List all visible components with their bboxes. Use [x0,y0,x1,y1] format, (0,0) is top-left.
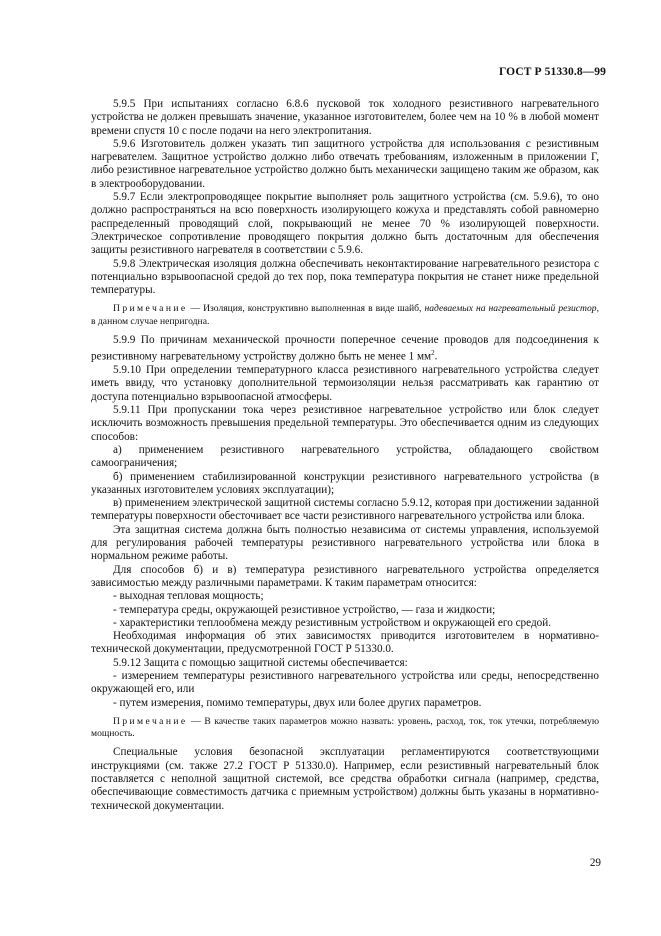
note-text-a: — Изоляция, конструктивно выполненная в виде шайб, [187,303,425,315]
document-body [91,98,599,813]
note-text-italic: надеваемых на нагревательный резистор [424,303,597,315]
paragraph-5-9-7: 5.9.7 Если электропроводящее покрытие выполняет роль защитного устройства (см. 5.9.6), то оно должно распространяться на всю поверхность изолирующего кожуха и представлять собой равномерно распределенный проводящий слой, покрывающий не менее 70 % изолирующей поверхности. Электрическое сопротивление проводящего покрытия должно быть достаточным для обеспечения защиты резистивного нагревателя в соответствии с 5.9.6. [91,191,599,257]
paragraph-5-9-5: 5.9.5 При испытаниях согласно 6.8.6 пусковой ток холодного резистивного нагревательного устройства не должен превышать значение, указанное изготовителем, более чем на 10 % в любой момент времени спустя 10 с после подачи на него электропитания. [91,98,599,137]
special-conditions-text: Специальные условия безопасной эксплуатации регламентируются соответствующими инструкциями (см. также 27.2 ГОСТ Р 51330.0). Например, если резистивный нагревательный блок поставляется с неполной защитной системой, все средства обработки сигнала (например, средства, обеспечивающие совместимость датчика с приемным устройством) должны быть указаны в нормативно-технической документации. [91,746,599,812]
info-text: Необходимая информация об этих зависимостях приводится изготовителем в нормативно-технической документации, предусмотренной ГОСТ Р 51330.0. [91,630,599,656]
paragraph-5-9-10: 5.9.10 При определении температурного класса резистивного нагревательного устройства следует иметь ввиду, что установку дополнительной термоизоляции нельзя рассматривать как гарантию от доступа потенциально взрывоопасной атмосферы. [91,364,599,403]
page-number: 29 [589,857,601,869]
note-text-c: , в данном случае непригодна. [91,303,599,327]
paragraph-5-9-12: 5.9.12 Защита с помощью защитной системы обеспечивается: [113,656,408,669]
note-parameters [91,716,599,740]
method-c: в) применением электрической защитной системы согласно 5.9.12, которая при достижении заданной температуры поверхности обесточивает все части резистивного нагревательного устройства или блока. [91,497,599,523]
paragraph-5-9-11: 5.9.11 При пропускании тока через резистивное нагревательное устройство или блок следует исключить возможность превышения предельной температуры. Это обеспечивается одним из следующих способов: [91,404,599,443]
protection-list-item: - измерением температуры резистивного нагревательного устройства или среды, непосредственно окружающей его, или [91,670,599,696]
param-list-item: - выходная тепловая мощность; [113,590,264,603]
superscript-2: 2 [431,349,435,358]
paragraph-5-9-8: 5.9.8 Электрическая изоляция должна обеспечивать неконтактирование нагревательного резистора с потенциально взрывоопасной средой до тех пор, пока температура покрытия не станет ниже предельной температуры. [91,257,599,297]
param-list-item: - температура среды, окружающей резистивное устройство, — газа и жидкости; [113,603,496,616]
note-text: — В качестве таких параметров можно назвать: уровень, расход, ток, ток утечки, потребляемую мощность. [91,715,599,740]
note-insulation [91,303,599,327]
note-label: Примечание [113,303,188,315]
paragraph-5-9-6: 5.9.6 Изготовитель должен указать тип защитного устройства для использования с резистивным нагревателем. Защитное устройство должно либо отвечать требованиям, изложенным в приложении Г, либо резистивное нагревательное устройство должно быть механически защищено таким же образом, как в электрооборудовании. [91,137,599,190]
method-a: а) применением резистивного нагревательного устройства, обладающего свойством самоограничения; [91,443,599,470]
document-id-header: ГОСТ Р 51330.8—99 [499,66,606,78]
param-list-item: - характеристики теплообмена между резистивным устройством и окружающей его средой. [113,616,552,629]
protection-list-item: - путем измерения, помимо температуры, двух или более других параметров. [113,696,482,709]
note-label: Примечание [113,715,188,727]
paragraph-5-9-9-end: . [434,350,438,363]
method-b: б) применением стабилизированной конструкции резистивного нагревательного устройства (в указанных изготовителем условиях эксплуатации); [91,470,599,496]
paragraph-5-9-9 [91,334,599,364]
protection-system-text: Эта защитная система должна быть полностью независима от системы управления, используемой для регулирования рабочей температуры резистивного нагревательного устройства или блока в нормальном режиме работы. [91,523,599,563]
methods-bc-text: Для способов б) и в) температура резистивного нагревательного устройства определяется зависимостью между различными параметрами. К таким параметрам относится: [91,563,599,589]
paragraph-5-9-9-text: 5.9.9 По причинам механической прочности поперечное сечение проводов для подсоединения к резистивному нагревательному устройству должно быть не менее 1 мм [91,333,599,363]
